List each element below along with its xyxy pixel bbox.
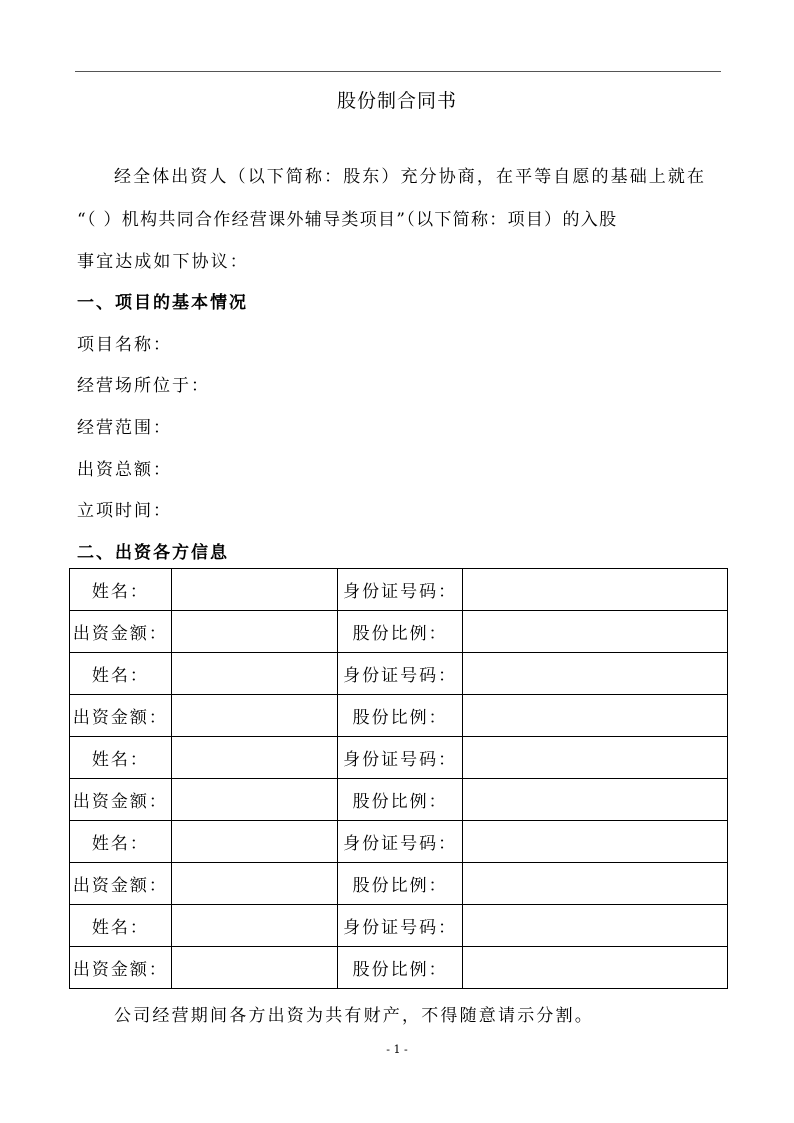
investor-info-table <box>69 568 728 989</box>
intro-line-3: 事宜达成如下协议： <box>77 252 249 272</box>
label-id-number: 身份证号码： <box>337 569 463 611</box>
value-name-cell[interactable] <box>171 737 337 779</box>
label-name: 姓名： <box>70 653 172 695</box>
label-share-ratio: 股份比例： <box>337 611 463 653</box>
label-share-ratio: 股份比例： <box>337 947 463 989</box>
value-id-number-cell[interactable] <box>463 821 728 863</box>
value-share-ratio-cell[interactable] <box>463 779 728 821</box>
label-id-number: 身份证号码： <box>337 905 463 947</box>
value-id-number-cell[interactable] <box>463 653 728 695</box>
table-row <box>70 863 728 905</box>
intro-line-1: 经全体出资人（以下简称：股东）充分协商，在平等自愿的基础上就在 <box>114 167 707 187</box>
label-share-ratio: 股份比例： <box>337 695 463 737</box>
value-name-cell[interactable] <box>171 653 337 695</box>
value-investment-amount-cell[interactable] <box>171 611 337 653</box>
table-row <box>70 821 728 863</box>
label-id-number: 身份证号码： <box>337 737 463 779</box>
value-investment-amount-cell[interactable] <box>171 863 337 905</box>
label-investment-amount: 出资金额： <box>70 779 172 821</box>
label-investment-amount: 出资金额： <box>70 947 172 989</box>
value-share-ratio-cell[interactable] <box>463 611 728 653</box>
value-name-cell[interactable] <box>171 905 337 947</box>
field-project-name: 项目名称： <box>77 335 172 355</box>
label-name: 姓名： <box>70 737 172 779</box>
value-investment-amount-cell[interactable] <box>171 779 337 821</box>
value-id-number-cell[interactable] <box>463 905 728 947</box>
label-id-number: 身份证号码： <box>337 653 463 695</box>
section-2-heading: 二、出资各方信息 <box>77 543 229 563</box>
section-1-heading: 一、项目的基本情况 <box>77 293 248 313</box>
value-id-number-cell[interactable] <box>463 569 728 611</box>
label-investment-amount: 出资金额： <box>70 611 172 653</box>
label-id-number: 身份证号码： <box>337 821 463 863</box>
value-share-ratio-cell[interactable] <box>463 863 728 905</box>
table-row <box>70 569 728 611</box>
table-row <box>70 947 728 989</box>
header-rule <box>75 71 721 72</box>
table-row <box>70 653 728 695</box>
label-name: 姓名： <box>70 821 172 863</box>
value-name-cell[interactable] <box>171 569 337 611</box>
label-investment-amount: 出资金额： <box>70 695 172 737</box>
value-id-number-cell[interactable] <box>463 737 728 779</box>
document-title: 股份制合同书 <box>336 90 457 112</box>
table-row <box>70 611 728 653</box>
table-row <box>70 779 728 821</box>
field-total-investment: 出资总额： <box>77 460 172 480</box>
field-project-date: 立项时间： <box>77 501 172 521</box>
value-name-cell[interactable] <box>171 821 337 863</box>
field-business-scope: 经营范围： <box>77 418 172 438</box>
label-investment-amount: 出资金额： <box>70 863 172 905</box>
label-name: 姓名： <box>70 905 172 947</box>
table-row <box>70 905 728 947</box>
closing-statement: 公司经营期间各方出资为共有财产，不得随意请示分割。 <box>114 1006 594 1026</box>
label-name: 姓名： <box>70 569 172 611</box>
table-row <box>70 737 728 779</box>
value-share-ratio-cell[interactable] <box>463 947 728 989</box>
label-share-ratio: 股份比例： <box>337 779 463 821</box>
value-share-ratio-cell[interactable] <box>463 695 728 737</box>
intro-line-2: “（ ）机构共同合作经营课外辅导类项目”（以下简称：项目）的入股 <box>77 210 618 230</box>
page-number: - 1 - <box>386 1043 408 1056</box>
table-row <box>70 695 728 737</box>
label-share-ratio: 股份比例： <box>337 863 463 905</box>
field-business-location: 经营场所位于： <box>77 376 210 396</box>
value-investment-amount-cell[interactable] <box>171 695 337 737</box>
value-investment-amount-cell[interactable] <box>171 947 337 989</box>
